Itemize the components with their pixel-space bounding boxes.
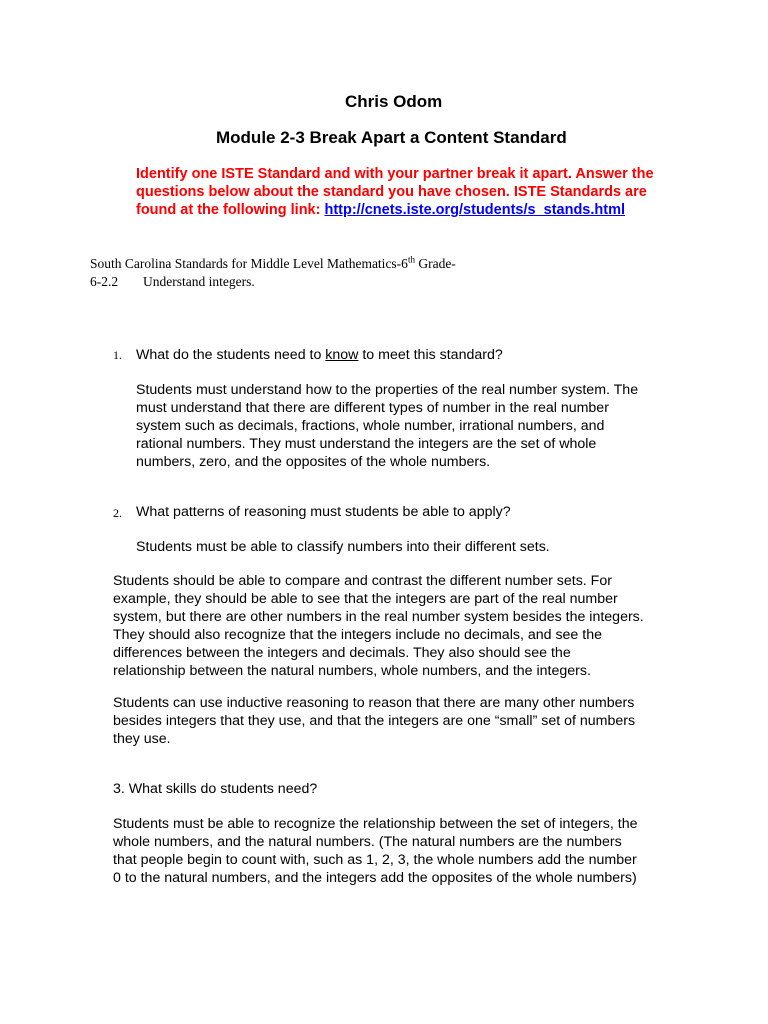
answer-line: system such as decimals, fractions, whole number, irrational numbers, and <box>136 418 605 434</box>
instructions-line-1: Identify one ISTE Standard and with your partner break it apart. Answer the <box>136 166 654 182</box>
instructions-line-2: questions below about the standard you have chosen. ISTE Standards are <box>136 184 647 200</box>
standard-code: 6-2.2 <box>90 274 119 289</box>
question-2-text: What patterns of reasoning must students be able to apply? <box>136 504 511 520</box>
answer-line: that people begin to count with, such as 1, 2, 3, the whole numbers add the number <box>113 852 637 868</box>
standard-heading-grade: Grade- <box>414 256 456 271</box>
question-2-answer-3 <box>113 694 635 748</box>
answer-line: whole numbers, and the natural numbers. (The natural numbers are the numbers <box>113 834 622 850</box>
question-3-answer <box>113 815 637 887</box>
instructions-line-3 <box>136 201 625 220</box>
question-3-text: 3. What skills do students need? <box>113 781 318 797</box>
question-1-answer <box>136 381 638 471</box>
answer-line: Students must be able to recognize the relationship between the set of integers, the <box>113 816 638 832</box>
answer-line: system, but there are other numbers in the real number system besides the integers. <box>113 609 644 625</box>
question-2-answer-2 <box>113 572 644 680</box>
answer-line: relationship between the natural numbers, whole numbers, and the integers. <box>113 663 591 679</box>
answer-line: They should also recognize that the integers include no decimals, and see the <box>113 627 602 643</box>
standard-description: Understand integers. <box>143 274 255 289</box>
grade-ordinal-suffix: th <box>407 254 415 265</box>
answer-line: they use. <box>113 731 171 747</box>
author-name: Chris Odom <box>345 92 443 111</box>
question-2-answer-1: Students must be able to classify numbers into their different sets. <box>136 539 550 555</box>
answer-line: 0 to the natural numbers, and the integers add the opposites of the whole numbers) <box>113 870 637 886</box>
instructions-link-prefix: found at the following link: <box>136 202 325 218</box>
question-1-post: to meet this standard? <box>358 347 503 363</box>
answer-line: differences between the integers and decimals. They also should see the <box>113 645 571 661</box>
standard-heading <box>90 256 456 272</box>
iste-standards-link[interactable]: http://cnets.iste.org/students/s_stands.html <box>324 202 625 218</box>
standard-heading-text: South Carolina Standards for Middle Level Mathematics-6 <box>90 256 408 271</box>
question-1-number: 1. <box>113 348 122 362</box>
answer-line: Students must understand how to the properties of the real number system. The <box>136 382 639 398</box>
answer-line: numbers, zero, and the opposites of the whole numbers. <box>136 454 491 470</box>
module-title: Module 2-3 Break Apart a Content Standard <box>216 128 567 147</box>
answer-line: example, they should be able to see that the integers are part of the real number <box>113 591 618 607</box>
question-2-number: 2. <box>113 506 122 520</box>
answer-line: Students should be able to compare and contrast the different number sets. For <box>113 573 612 589</box>
answer-line: Students can use inductive reasoning to reason that there are many other numbers <box>113 695 635 711</box>
question-1-pre: What do the students need to <box>136 347 326 363</box>
answer-line: besides integers that they use, and that the integers are one “small” set of numbers <box>113 713 636 729</box>
question-1-text <box>136 346 503 364</box>
answer-line: rational numbers. They must understand the integers are the set of whole <box>136 436 597 452</box>
answer-line: must understand that there are different types of number in the real number <box>136 400 609 416</box>
question-1-underlined: know <box>325 347 359 363</box>
